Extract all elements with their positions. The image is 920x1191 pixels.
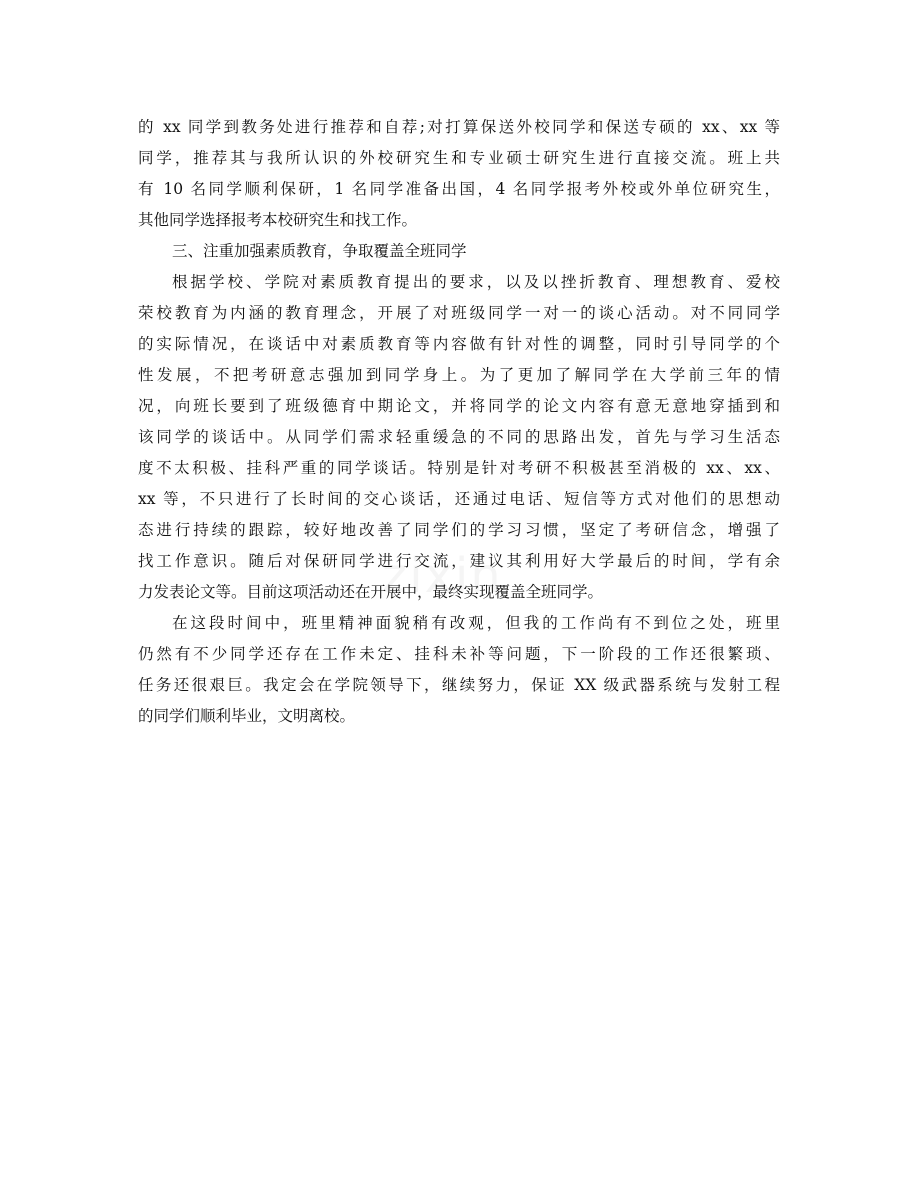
text-line: 性发展，不把考研意志强加到同学身上。为了更加了解同学在大学前三年的情 [138,366,780,384]
text-line: 同学，推荐其与我所认识的外校研究生和专业硕士研究生进行直接交流。班上共 [138,149,780,167]
text-line: 找工作意识。随后对保研同学进行交流，建议其利用好大学最后的时间，学有余 [138,552,780,570]
text-line: 的 xx 同学到教务处进行推荐和自荐;对打算保送外校同学和保送专硕的 xx、xx 等 [138,118,780,136]
text-line: 的同学们顺利毕业，文明离校。 [138,707,356,725]
text-line: 根据学校、学院对素质教育提出的要求，以及以挫折教育、理想教育、爱校 [172,273,780,291]
paragraph-quality-education [138,267,780,608]
section-heading-text: 三、注重加强素质教育，争取覆盖全班同学 [172,242,467,260]
text-line: xx 等，不只进行了长时间的交心谈话，还通过电话、短信等方式对他们的思想动 [138,490,780,508]
paragraph-continuation [138,112,780,236]
document-body [138,112,780,732]
text-line: 荣校教育为内涵的教育理念，开展了对班级同学一对一的谈心活动。对不同同学 [138,304,780,322]
section-heading [138,236,780,267]
text-line: 度不太积极、挂科严重的同学谈话。特别是针对考研不积极甚至消极的 xx、xx、 [138,459,780,477]
text-line: 力发表论文等。目前这项活动还在开展中，最终实现覆盖全班同学。 [138,583,604,601]
text-line: 该同学的谈话中。从同学们需求轻重缓急的不同的思路出发，首先与学习生活态 [138,428,780,446]
text-line: 的实际情况，在谈话中对素质教育等内容做有针对性的调整，同时引导同学的个 [138,335,780,353]
text-line: 况，向班长要到了班级德育中期论文，并将同学的论文内容有意无意地穿插到和 [138,397,780,415]
text-line: 其他同学选择报考本校研究生和找工作。 [138,211,418,229]
text-line: 仍然有不少同学还存在工作未定、挂科未补等问题，下一阶段的工作还很繁琐、 [138,645,780,663]
text-line: 任务还很艰巨。我定会在学院领导下，继续努力，保证 XX 级武器系统与发射工程 [138,676,780,694]
text-line: 态进行持续的跟踪，较好地改善了同学们的学习习惯，坚定了考研信念，增强了 [138,521,780,539]
text-line: 在这段时间中，班里精神面貌稍有改观，但我的工作尚有不到位之处，班里 [172,614,780,632]
paragraph-conclusion [138,608,780,732]
text-line: 有 10 名同学顺利保研，1 名同学准备出国，4 名同学报考外校或外单位研究生， [138,180,780,198]
